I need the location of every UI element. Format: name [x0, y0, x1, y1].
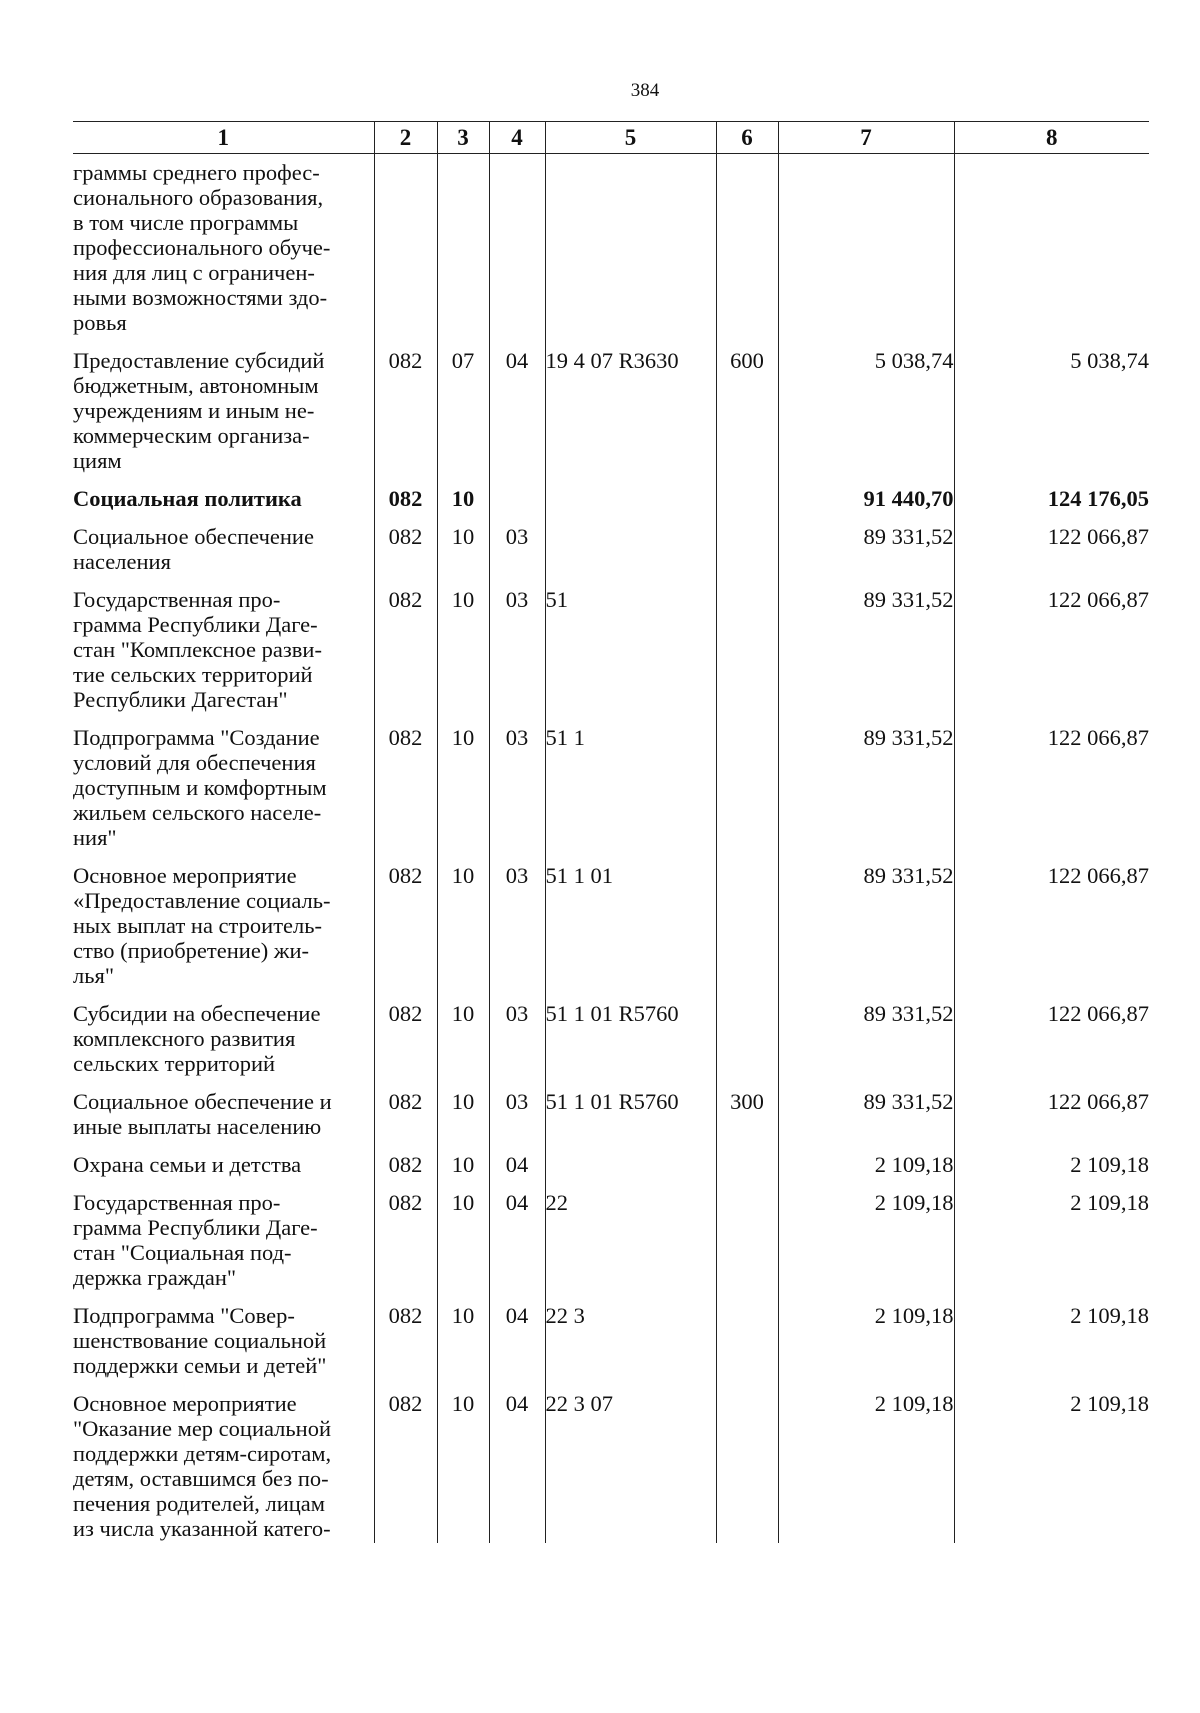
cell-department-code: 082 — [374, 1152, 437, 1190]
table-row — [73, 725, 1149, 863]
row-item-name — [73, 524, 374, 587]
item-name-line: лья" — [73, 963, 115, 988]
row-item-name — [73, 348, 374, 486]
cell-target-article: 51 1 01 R5760 — [545, 1001, 716, 1089]
item-name-line: жильем сельского населе- — [73, 800, 322, 825]
row-item-name — [73, 587, 374, 725]
cell-expense-type — [716, 863, 778, 1001]
item-name-line: комплексного развития — [73, 1026, 296, 1051]
column-header-8: 8 — [954, 122, 1149, 154]
cell-target-article: 51 1 — [545, 725, 716, 863]
cell-expense-type — [716, 1152, 778, 1190]
row-item-name — [73, 154, 374, 349]
cell-department-code: 082 — [374, 1190, 437, 1303]
cell-subsection-code: 03 — [489, 863, 545, 1001]
table-row — [73, 486, 1149, 524]
table-row — [73, 1190, 1149, 1303]
page-number: 384 — [630, 80, 660, 101]
cell-amount-year-1: 89 331,52 — [778, 524, 954, 587]
cell-subsection-code: 04 — [489, 1391, 545, 1543]
item-name-line: Субсидии на обеспечение — [73, 1001, 321, 1026]
cell-target-article: 19 4 07 R3630 — [545, 348, 716, 486]
cell-department-code: 082 — [374, 587, 437, 725]
item-name-line: в том числе программы — [73, 210, 299, 235]
item-name-line: Подпрограмма "Совер- — [73, 1303, 295, 1328]
cell-expense-type — [716, 1190, 778, 1303]
row-item-name — [73, 1152, 374, 1190]
cell-department-code: 082 — [374, 725, 437, 863]
cell-department-code: 082 — [374, 1303, 437, 1391]
row-item-name — [73, 725, 374, 863]
cell-amount-year-2: 122 066,87 — [954, 524, 1149, 587]
cell-subsection-code — [489, 154, 545, 349]
cell-section-code: 10 — [437, 1089, 489, 1152]
cell-amount-year-2: 2 109,18 — [954, 1190, 1149, 1303]
cell-amount-year-2: 2 109,18 — [954, 1152, 1149, 1190]
cell-amount-year-2: 122 066,87 — [954, 1089, 1149, 1152]
cell-target-article: 51 1 01 — [545, 863, 716, 1001]
table-row — [73, 1001, 1149, 1089]
cell-amount-year-1: 2 109,18 — [778, 1152, 954, 1190]
row-item-name — [73, 1089, 374, 1152]
cell-amount-year-1: 89 331,52 — [778, 587, 954, 725]
item-name-line: из числа указанной катего- — [73, 1516, 331, 1541]
item-name-line: ния для лиц с ограничен- — [73, 260, 315, 285]
budget-table — [73, 121, 1149, 1543]
item-name-line: Государственная про- — [73, 1190, 281, 1215]
cell-expense-type — [716, 725, 778, 863]
cell-subsection-code: 04 — [489, 1303, 545, 1391]
cell-amount-year-2: 122 066,87 — [954, 1001, 1149, 1089]
cell-amount-year-1: 89 331,52 — [778, 863, 954, 1001]
item-name-line: сионального образования, — [73, 185, 324, 210]
cell-amount-year-2: 2 109,18 — [954, 1391, 1149, 1543]
column-header-1: 1 — [73, 122, 374, 154]
row-item-name — [73, 1391, 374, 1543]
item-name-line: Основное мероприятие — [73, 863, 297, 888]
table-row — [73, 1152, 1149, 1190]
table-row — [73, 154, 1149, 349]
cell-target-article: 22 — [545, 1190, 716, 1303]
item-name-line: грамма Республики Даге- — [73, 612, 318, 637]
table-row — [73, 524, 1149, 587]
item-name-line: Охрана семьи и детства — [73, 1152, 302, 1177]
cell-target-article: 51 — [545, 587, 716, 725]
cell-expense-type — [716, 587, 778, 725]
cell-expense-type — [716, 486, 778, 524]
item-name-line: детям, оставшимся без по- — [73, 1466, 329, 1491]
column-header-3: 3 — [437, 122, 489, 154]
cell-target-article: 51 1 01 R5760 — [545, 1089, 716, 1152]
cell-amount-year-1: 2 109,18 — [778, 1190, 954, 1303]
cell-amount-year-1: 91 440,70 — [778, 486, 954, 524]
cell-amount-year-1: 89 331,52 — [778, 1001, 954, 1089]
item-name-line: граммы среднего профес- — [73, 160, 320, 185]
cell-expense-type — [716, 1303, 778, 1391]
item-name-line: Основное мероприятие — [73, 1391, 297, 1416]
table-row — [73, 587, 1149, 725]
item-name-line: условий для обеспечения — [73, 750, 316, 775]
cell-subsection-code: 03 — [489, 725, 545, 863]
cell-department-code: 082 — [374, 1391, 437, 1543]
table-row — [73, 1303, 1149, 1391]
cell-section-code: 10 — [437, 725, 489, 863]
cell-department-code: 082 — [374, 1001, 437, 1089]
cell-amount-year-1: 89 331,52 — [778, 725, 954, 863]
column-header-6: 6 — [716, 122, 778, 154]
cell-section-code: 10 — [437, 863, 489, 1001]
cell-department-code: 082 — [374, 348, 437, 486]
cell-amount-year-2: 122 066,87 — [954, 725, 1149, 863]
cell-expense-type — [716, 1001, 778, 1089]
item-name-line: Подпрограмма "Создание — [73, 725, 320, 750]
item-name-line: ство (приобретение) жи- — [73, 938, 310, 963]
column-header-4: 4 — [489, 122, 545, 154]
item-name-line: печения родителей, лицам — [73, 1491, 326, 1516]
item-name-line: бюджетным, автономным — [73, 373, 319, 398]
row-item-name — [73, 1001, 374, 1089]
cell-amount-year-1: 2 109,18 — [778, 1303, 954, 1391]
cell-target-article — [545, 524, 716, 587]
cell-department-code: 082 — [374, 1089, 437, 1152]
column-header-7: 7 — [778, 122, 954, 154]
cell-expense-type — [716, 1391, 778, 1543]
row-item-name — [73, 1190, 374, 1303]
item-name-line: Государственная про- — [73, 587, 281, 612]
item-name-line: тие сельских территорий — [73, 662, 313, 687]
cell-subsection-code: 04 — [489, 1152, 545, 1190]
table-header-row — [73, 122, 1149, 154]
item-name-line: грамма Республики Даге- — [73, 1215, 318, 1240]
cell-section-code: 10 — [437, 1001, 489, 1089]
item-name-line: Социальная политика — [73, 486, 302, 511]
row-item-name — [73, 1303, 374, 1391]
item-name-line: шенствование социальной — [73, 1328, 327, 1353]
cell-section-code: 10 — [437, 1391, 489, 1543]
item-name-line: циям — [73, 448, 122, 473]
item-name-line: населения — [73, 549, 171, 574]
item-name-line: поддержки детям-сиротам, — [73, 1441, 332, 1466]
cell-amount-year-1: 89 331,52 — [778, 1089, 954, 1152]
cell-department-code: 082 — [374, 863, 437, 1001]
item-name-line: стан "Социальная под- — [73, 1240, 292, 1265]
item-name-line: учреждениям и иным не- — [73, 398, 315, 423]
table-row — [73, 348, 1149, 486]
table-row — [73, 863, 1149, 1001]
row-item-name — [73, 863, 374, 1001]
item-name-line: «Предоставление социаль- — [73, 888, 331, 913]
item-name-line: ровья — [73, 310, 127, 335]
cell-target-article — [545, 1152, 716, 1190]
cell-department-code: 082 — [374, 524, 437, 587]
cell-department-code — [374, 154, 437, 349]
item-name-line: стан "Комплексное разви- — [73, 637, 322, 662]
cell-amount-year-2: 5 038,74 — [954, 348, 1149, 486]
item-name-line: ными возможностями здо- — [73, 285, 328, 310]
item-name-line: держка граждан" — [73, 1265, 237, 1290]
row-item-name — [73, 486, 374, 524]
column-header-5: 5 — [545, 122, 716, 154]
cell-target-article — [545, 486, 716, 524]
cell-section-code: 10 — [437, 1303, 489, 1391]
cell-subsection-code: 03 — [489, 524, 545, 587]
table-body — [73, 154, 1149, 1544]
cell-subsection-code — [489, 486, 545, 524]
cell-amount-year-2: 122 066,87 — [954, 587, 1149, 725]
item-name-line: ных выплат на строитель- — [73, 913, 322, 938]
cell-amount-year-2: 124 176,05 — [954, 486, 1149, 524]
cell-subsection-code: 03 — [489, 1089, 545, 1152]
item-name-line: профессионального обуче- — [73, 235, 331, 260]
cell-subsection-code: 04 — [489, 1190, 545, 1303]
cell-expense-type — [716, 524, 778, 587]
cell-amount-year-1: 5 038,74 — [778, 348, 954, 486]
cell-target-article: 22 3 — [545, 1303, 716, 1391]
item-name-line: сельских территорий — [73, 1051, 276, 1076]
cell-expense-type: 300 — [716, 1089, 778, 1152]
item-name-line: Социальное обеспечение — [73, 524, 314, 549]
item-name-line: ния" — [73, 825, 117, 850]
item-name-line: Республики Дагестан" — [73, 687, 288, 712]
cell-section-code: 10 — [437, 524, 489, 587]
item-name-line: коммерческим организа- — [73, 423, 310, 448]
cell-section-code: 10 — [437, 1152, 489, 1190]
cell-amount-year-1 — [778, 154, 954, 349]
cell-department-code: 082 — [374, 486, 437, 524]
cell-target-article — [545, 154, 716, 349]
cell-amount-year-2 — [954, 154, 1149, 349]
cell-amount-year-1: 2 109,18 — [778, 1391, 954, 1543]
cell-target-article: 22 3 07 — [545, 1391, 716, 1543]
cell-section-code — [437, 154, 489, 349]
cell-subsection-code: 04 — [489, 348, 545, 486]
item-name-line: иные выплаты населению — [73, 1114, 322, 1139]
table-row — [73, 1391, 1149, 1543]
item-name-line: доступным и комфортным — [73, 775, 327, 800]
item-name-line: Социальное обеспечение и — [73, 1089, 332, 1114]
column-header-2: 2 — [374, 122, 437, 154]
cell-amount-year-2: 122 066,87 — [954, 863, 1149, 1001]
cell-section-code: 07 — [437, 348, 489, 486]
cell-section-code: 10 — [437, 1190, 489, 1303]
cell-expense-type — [716, 154, 778, 349]
item-name-line: "Оказание мер социальной — [73, 1416, 332, 1441]
table-row — [73, 1089, 1149, 1152]
cell-expense-type: 600 — [716, 348, 778, 486]
item-name-line: поддержки семьи и детей" — [73, 1353, 327, 1378]
cell-subsection-code: 03 — [489, 1001, 545, 1089]
cell-section-code: 10 — [437, 486, 489, 524]
cell-subsection-code: 03 — [489, 587, 545, 725]
cell-amount-year-2: 2 109,18 — [954, 1303, 1149, 1391]
cell-section-code: 10 — [437, 587, 489, 725]
item-name-line: Предоставление субсидий — [73, 348, 325, 373]
